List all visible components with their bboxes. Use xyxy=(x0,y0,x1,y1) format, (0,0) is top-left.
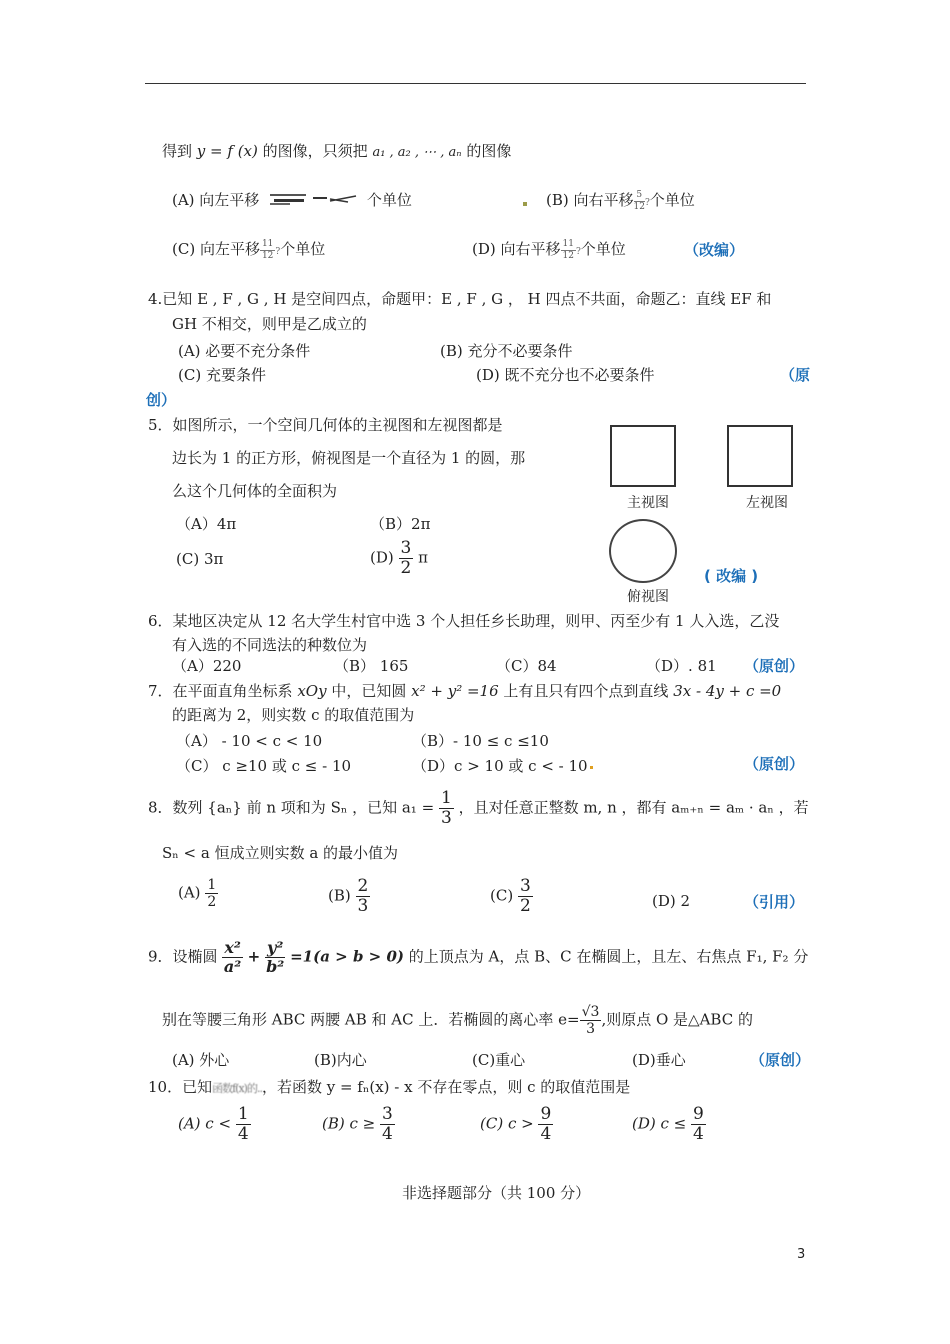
q10-option-a-fraction: $\frac{1}{4}$ xyxy=(237,1104,249,1144)
q10-blurred-function: 函数f(x)的.. xyxy=(212,1082,262,1095)
q10-option-d-fraction: $\frac{9}{4}$ xyxy=(693,1104,704,1144)
q10-option-b-fraction: $\frac{3}{4}$ xyxy=(382,1104,393,1144)
q3-option-c-fraction: $\frac{11}{12}$ xyxy=(261,238,274,261)
q7-option-a: （A） - 10 < c < 10 xyxy=(176,732,323,750)
q7-stem-line2: 的距离为 2，则实数 c 的取值范围为 xyxy=(172,706,415,724)
q10-option-c-fraction: $\frac{9}{4}$ xyxy=(540,1104,552,1144)
q3-option-d-unit: 个单位 xyxy=(580,240,626,258)
q5-stem-line1: 5．如图所示，一个空间几何体的主视图和左视图都是 xyxy=(148,416,503,434)
left-view-label: 左视图 xyxy=(746,495,788,511)
q6-option-c: （C）84 xyxy=(496,657,557,675)
q7-stem-pre: 7．在平面直角坐标系 xyxy=(148,682,293,700)
front-view-label: 主视图 xyxy=(627,495,669,511)
q8-option-b-label: (B) xyxy=(328,886,351,905)
q9-plus: + xyxy=(247,947,261,966)
q3-option-a-label: (A) 向左平移 xyxy=(172,191,260,209)
q3-option-d: (D) 向右平移 $\frac{11}{12}$ ?个单位 xyxy=(472,238,626,261)
q8-option-c-fraction: $\frac{3}{2}$ xyxy=(519,876,531,916)
q4-option-a: (A) 必要不充分条件 xyxy=(178,342,311,360)
left-view-square xyxy=(727,425,793,487)
q9-option-a: (A) 外心 xyxy=(172,1051,230,1069)
q3-option-d-fraction: $\frac{11}{12}$ xyxy=(562,238,574,261)
q4-option-b: (B) 充分不必要条件 xyxy=(440,342,573,360)
section-title: 非选择题部分（共 100 分） xyxy=(402,1184,591,1202)
q7-coord-system: xOy xyxy=(297,682,327,700)
q5-option-d-fraction: $\frac{3}{2}$ xyxy=(400,538,412,578)
q3-stem-mid: 的图像，只须把 xyxy=(262,142,368,160)
q9-stem-pre: 9．设椭圆 xyxy=(148,947,218,966)
q3-option-b: (B) 向右平移 $\frac{5}{12}$ ?个单位 xyxy=(546,189,695,212)
q6-option-d: （D）. 81 xyxy=(646,657,717,675)
q8-option-c xyxy=(490,878,533,915)
q3-option-a xyxy=(172,189,412,211)
q7-stem-mid: 中，已知圆 xyxy=(331,682,407,700)
q8-option-b xyxy=(328,878,370,915)
header-rule xyxy=(145,83,806,84)
q9-eccentricity-fraction: $\frac{√3}{3}$ xyxy=(581,1004,600,1037)
q3-option-a-garbled-fraction xyxy=(268,191,358,211)
q9-source-tag: （原创） xyxy=(750,1051,811,1069)
q8-stem-line2: Sₙ < a 恒成立则实数 a 的最小值为 xyxy=(162,844,399,862)
q5-option-c: (C) 3π xyxy=(176,550,224,568)
q9-y-fraction: $\frac{\text{y²}}{\text{b²}}$ xyxy=(266,938,285,976)
q5-option-a: （A）4π xyxy=(176,515,237,533)
q4-stem-line2: GH 不相交，则甲是乙成立的 xyxy=(172,315,367,333)
q7-line-equation: 3x - 4y + c =0 xyxy=(673,682,782,700)
q9-equation-rhs: =1(a > b > 0) xyxy=(290,947,404,966)
q3-stem-pre: 得到 xyxy=(162,142,193,160)
q3-stem-post: 的图像 xyxy=(466,142,512,160)
q9-stem2-pre: 别在等腰三角形 ABC 两腰 AB 和 AC 上．若椭圆的离心率 e= xyxy=(162,1010,580,1029)
q3-option-c-label: (C) 向左平移 xyxy=(172,240,260,258)
q5-option-d-label: (D) xyxy=(370,548,394,567)
q5-option-d xyxy=(370,540,428,577)
q6-stem-line2: 有入选的不同选法的种数位为 xyxy=(172,636,368,654)
q10-option-b xyxy=(322,1106,395,1143)
top-view-circle xyxy=(609,519,677,583)
q5-option-d-pi: π xyxy=(418,548,428,567)
q10-option-c xyxy=(480,1106,553,1143)
q7-option-d xyxy=(412,755,593,776)
q5-option-b: （B）2π xyxy=(370,515,431,533)
q9-option-c: (C)重心 xyxy=(472,1051,526,1069)
q3-option-a-unit: 个单位 xyxy=(366,191,412,209)
q5-source-tag: ( 改编 ) xyxy=(704,567,759,585)
q7-stem-mid2: 上有且只有四个点到直线 xyxy=(503,682,669,700)
q4-option-d: (D) 既不充分也不必要条件 xyxy=(476,366,655,384)
q10-option-a xyxy=(178,1106,251,1143)
q3-function: y = f (x) xyxy=(196,142,258,160)
q8-stem-post: ，且对任意正整数 m, n ，都有 aₘ₊ₙ = aₘ · aₙ ，若 xyxy=(458,798,809,817)
q4-stem-line1: 4.已知 E , F , G , H 是空间四点，命题甲：E , F , G ， H 四点不共面，命题乙：直线 EF 和 xyxy=(148,290,772,308)
q10-option-d xyxy=(632,1106,706,1143)
q9-stem-line1 xyxy=(148,940,808,975)
q10-option-b-label: (B) c ≥ xyxy=(322,1114,376,1133)
q3-stem xyxy=(162,140,511,161)
q3-source-tag: （改编） xyxy=(684,241,745,259)
q3-option-d-label: (D) 向右平移 xyxy=(472,240,561,258)
q9-stem2-post: ,则原点 O 是△ABC 的 xyxy=(601,1010,753,1029)
q8-option-b-fraction: $\frac{2}{3}$ xyxy=(357,876,369,916)
q8-option-d: (D) 2 xyxy=(652,892,691,910)
q10-option-d-label: (D) c ≤ xyxy=(632,1114,687,1133)
q3-option-c-unit: 个单位 xyxy=(280,240,326,258)
q5-stem-line3: 么这个几何体的全面积为 xyxy=(172,482,338,500)
q7-stem-line1 xyxy=(148,680,781,701)
q9-stem-post: 的上顶点为 A，点 B、C 在椭圆上，且左、右焦点 F₁, F₂ 分 xyxy=(408,947,809,966)
q10-stem xyxy=(148,1076,630,1097)
q10-stem-pre: 10．已知 xyxy=(148,1078,213,1096)
q7-option-b: （B）- 10 ≤ c ≤10 xyxy=(412,732,549,750)
q8-a1-fraction: $\frac{1}{3}$ xyxy=(440,788,452,828)
q4-source-tag-part2: 创） xyxy=(146,391,177,409)
q4-option-c: (C) 充要条件 xyxy=(178,366,266,384)
q7-source-tag: （原创） xyxy=(744,755,805,773)
q8-option-a-label: (A) xyxy=(178,883,201,902)
q9-x-fraction: $\frac{\text{x²}}{\text{a²}}$ xyxy=(223,938,242,976)
q3-option-c: (C) 向左平移 $\frac{11}{12}$ ?个单位 xyxy=(172,238,326,261)
q8-option-a-fraction: $\frac{1}{2}$ xyxy=(207,877,217,910)
q6-option-a: （A）220 xyxy=(172,657,242,675)
q8-option-a xyxy=(178,878,218,909)
q3-option-b-unit: 个单位 xyxy=(649,191,695,209)
q8-stem-pre: 8．数列 {aₙ} 前 n 项和为 Sₙ ，已知 a₁ = xyxy=(148,798,435,817)
scan-speck xyxy=(523,194,527,212)
page-number: 3 xyxy=(797,1247,806,1262)
q9-stem-line2 xyxy=(162,1005,753,1036)
q8-source-tag: （引用） xyxy=(744,893,805,911)
front-view-square xyxy=(610,425,676,487)
q6-option-b: （B） 165 xyxy=(334,657,409,675)
q3-option-b-fraction: $\frac{5}{12}$ xyxy=(633,189,645,212)
q7-option-c: （C） c ≥10 或 c ≤ - 10 xyxy=(176,757,352,775)
top-view-label: 俯视图 xyxy=(627,589,669,605)
q4-source-tag-part1: （原 xyxy=(780,366,811,384)
q10-option-c-label: (C) c > xyxy=(480,1114,534,1133)
q10-stem-post: ，若函数 y = fₙ(x) - x 不存在零点，则 c 的取值范围是 xyxy=(261,1078,631,1096)
q3-sequence: a₁ , a₂ , ⋯ , aₙ xyxy=(372,145,462,160)
q9-option-b: (B)内心 xyxy=(314,1051,367,1069)
q7-circle-equation: x² + y² =16 xyxy=(411,682,499,700)
q10-option-a-label: (A) c < xyxy=(178,1114,232,1133)
q3-option-b-label: (B) 向右平移 xyxy=(546,191,634,209)
q5-stem-line2: 边长为 1 的正方形，俯视图是一个直径为 1 的圆，那 xyxy=(172,449,526,467)
q6-source-tag: （原创） xyxy=(744,657,805,675)
q8-option-c-label: (C) xyxy=(490,886,514,905)
q6-stem-line1: 6．某地区决定从 12 名大学生村官中选 3 个人担任乡长助理，则甲、丙至少有 1 人入选，乙没 xyxy=(148,612,780,630)
q7-option-d-text: （D）c > 10 或 c < - 10 xyxy=(412,757,588,775)
q8-stem-line1 xyxy=(148,790,809,827)
q9-option-d: (D)垂心 xyxy=(632,1051,686,1069)
